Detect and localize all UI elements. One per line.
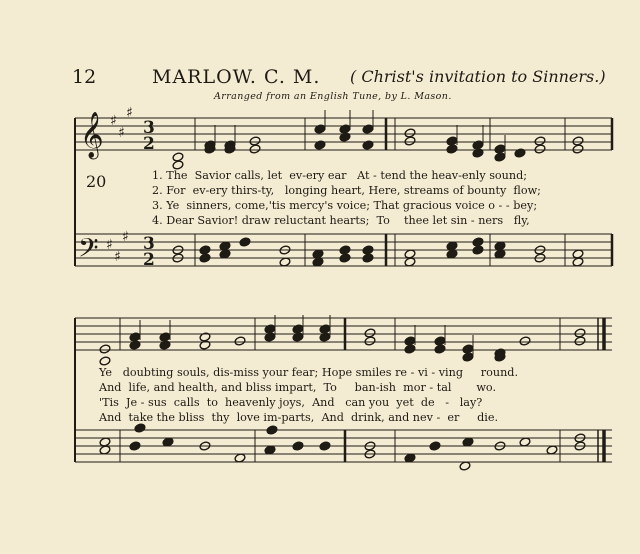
note-head	[404, 344, 416, 354]
time-sig-top: 3	[143, 118, 155, 138]
note-head	[159, 340, 171, 350]
page-number: 12	[72, 66, 97, 88]
note-head	[572, 144, 584, 154]
note-head	[129, 441, 141, 451]
lyric-line-2: 2. For ev-ery thirs-ty, longing heart, Here, streams of bounty flow;	[152, 184, 541, 197]
note-head	[534, 136, 546, 146]
note-head	[199, 245, 211, 255]
note-head	[514, 148, 526, 158]
note-head	[572, 136, 584, 146]
note-head	[362, 140, 374, 150]
note-head	[249, 136, 261, 146]
arranger-credit: Arranged from an English Tune, by L. Mason.	[214, 91, 452, 102]
note-head	[472, 140, 484, 150]
note-head	[99, 356, 111, 366]
note-head	[446, 136, 458, 146]
treble-clef: 𝄞	[80, 112, 104, 158]
note-head	[429, 441, 441, 451]
note-head	[519, 336, 531, 346]
note-head	[234, 336, 246, 346]
note-head	[159, 332, 171, 342]
note-head	[319, 441, 331, 451]
note-head	[362, 245, 374, 255]
lyric-line-5: Ye doubting souls, dis-miss your fear; Hope smiles re - vi - ving round.	[99, 366, 518, 379]
time-sig-bottom: 2	[143, 250, 155, 270]
note-head	[339, 245, 351, 255]
note-head	[362, 253, 374, 263]
bass-clef: 𝄢	[78, 232, 99, 270]
note-head	[472, 148, 484, 158]
verse-number: 20	[86, 172, 107, 191]
note-head	[239, 237, 251, 247]
note-head	[434, 344, 446, 354]
note-head	[404, 336, 416, 346]
hymn-title: MARLOW. C. M.	[152, 66, 321, 88]
note-head	[319, 324, 331, 334]
note-head	[264, 332, 276, 342]
note-head	[199, 332, 211, 342]
note-head	[364, 336, 376, 346]
note-head	[172, 152, 184, 162]
note-head	[534, 144, 546, 154]
lyric-line-6: And life, and health, and bliss impart, To ban-ish mor - tal wo.	[99, 381, 497, 394]
lyric-line-8: And take the bliss thy love im-parts, And drink, and nev - er die.	[99, 411, 499, 424]
note-head	[339, 132, 351, 142]
note-head	[292, 332, 304, 342]
lyric-line-7: 'Tis Je - sus calls to heavenly joys, And can you yet de - lay?	[99, 396, 483, 409]
note-head	[249, 144, 261, 154]
lyric-line-1: 1. The Savior calls, let ev-ery ear At - tend the heav-enly sound;	[152, 169, 528, 182]
note-head	[199, 253, 211, 263]
note-head	[314, 140, 326, 150]
note-head	[494, 144, 506, 154]
sharp-icon: ♯	[106, 237, 113, 253]
note-head	[364, 328, 376, 338]
note-head	[129, 340, 141, 350]
note-head	[574, 336, 586, 346]
note-head	[446, 144, 458, 154]
lyric-line-4: 4. Dear Savior! draw reluctant hearts; To thee let sin - ners fly,	[152, 214, 530, 227]
sharp-icon: ♯	[126, 105, 133, 121]
note-head	[462, 352, 474, 362]
note-head	[339, 253, 351, 263]
note-head	[266, 425, 278, 435]
note-head	[314, 124, 326, 134]
note-head	[462, 344, 474, 354]
note-head	[292, 324, 304, 334]
note-head	[404, 136, 416, 146]
sharp-icon: ♯	[114, 249, 121, 265]
note-head	[129, 332, 141, 342]
note-head	[404, 128, 416, 138]
note-head	[199, 340, 211, 350]
hymn-subtitle: ( Christ's invitation to Sinners.)	[350, 67, 606, 86]
note-head	[574, 328, 586, 338]
time-sig-top: 3	[143, 234, 155, 254]
note-head	[494, 152, 506, 162]
note-head	[362, 124, 374, 134]
note-head	[292, 441, 304, 451]
note-head	[99, 344, 111, 354]
sharp-icon: ♯	[122, 229, 129, 245]
note-head	[472, 245, 484, 255]
note-head	[319, 332, 331, 342]
note-head	[339, 124, 351, 134]
time-sig-bottom: 2	[143, 134, 155, 154]
note-head	[472, 237, 484, 247]
note-head	[134, 423, 146, 433]
sharp-icon: ♯	[110, 113, 117, 129]
note-head	[264, 324, 276, 334]
lyric-line-3: 3. Ye sinners, come,'tis mercy's voice; That gracious voice o - - bey;	[152, 199, 538, 212]
note-head	[434, 336, 446, 346]
sharp-icon: ♯	[118, 125, 125, 141]
